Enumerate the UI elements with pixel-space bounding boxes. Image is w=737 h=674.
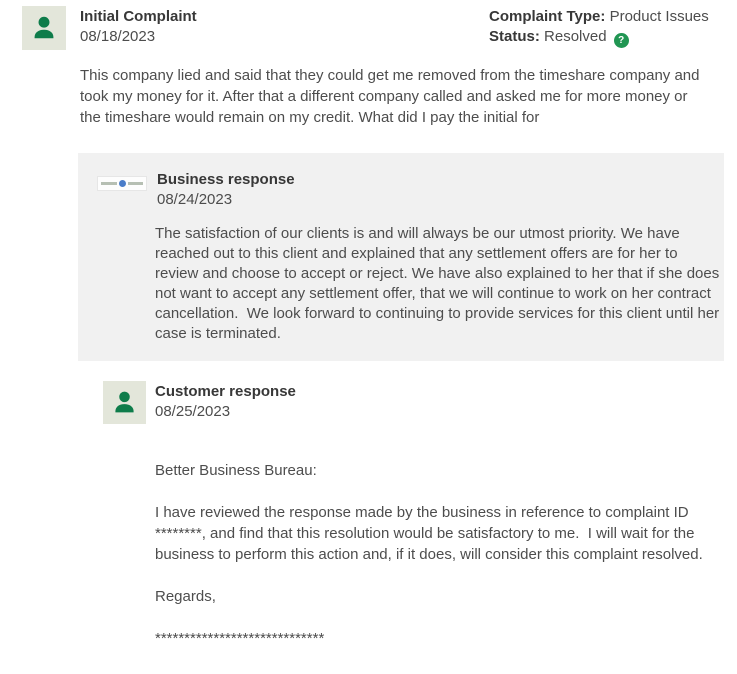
- initial-complaint-title: Initial Complaint: [80, 8, 197, 25]
- business-response-body: The satisfaction of our clients is and will always be our utmost priority. We have reached out to this client and explained that any settlement offers are for her to review and choose to accept or reject. We have also explained to her that if she does not want to accept any settlement offer, that we will continue to work on her contract cancellation. We look forward to continuing to provide services for this client until her case is terminated.: [155, 225, 724, 342]
- complaint-meta: [489, 6, 728, 48]
- business-response-date: 08/24/2023: [157, 191, 233, 208]
- status-line: [489, 27, 728, 48]
- company-logo: [98, 177, 146, 190]
- business-response-title: Business response: [157, 171, 295, 188]
- initial-complaint-date: 08/18/2023: [80, 28, 156, 45]
- logo-text-right: [128, 182, 144, 185]
- initial-complaint-body: This company lied and said that they could get me removed from the timeshare company and took my money for it. After that a different company called and asked me for more money or the timeshare would remain on my credit. What did I pay the initial for: [80, 67, 704, 126]
- complainant-avatar: [22, 6, 66, 50]
- customer-response-title-block: [155, 381, 296, 422]
- customer-response-title: Customer response: [155, 383, 296, 400]
- customer-response-section: [103, 381, 737, 649]
- question-mark-icon[interactable]: ?: [614, 33, 629, 48]
- customer-response-date: 08/25/2023: [155, 403, 231, 420]
- complaint-type-label: Complaint Type:: [489, 8, 606, 25]
- customer-response-body: [155, 460, 717, 649]
- initial-complaint-title-block: [80, 6, 197, 47]
- complaint-type-line: [489, 7, 728, 27]
- customer-avatar: [103, 381, 146, 424]
- status-value: Resolved: [544, 28, 607, 45]
- business-response-header: [98, 173, 704, 210]
- business-response-panel: [78, 153, 724, 361]
- customer-response-header: [103, 381, 737, 424]
- customer-response-text: I have reviewed the response made by the business in reference to complaint ID ********, and find that this resolution would be satisfactory to me. I will wait for the business to perform this action and, if it does, will consider this complaint resolved.: [155, 504, 703, 563]
- customer-response-greeting: Better Business Bureau:: [155, 462, 317, 479]
- status-label: Status:: [489, 28, 540, 45]
- logo-text-left: [101, 182, 117, 185]
- complaint-type-value: Product Issues: [609, 8, 709, 25]
- person-icon: [29, 13, 59, 43]
- customer-response-signoff: Regards,: [155, 588, 216, 605]
- customer-response-redacted-signature: *****************************: [155, 630, 325, 647]
- globe-icon: [119, 180, 126, 187]
- business-response-title-block: [157, 170, 295, 210]
- initial-complaint-header: [0, 0, 737, 50]
- person-icon: [110, 388, 139, 417]
